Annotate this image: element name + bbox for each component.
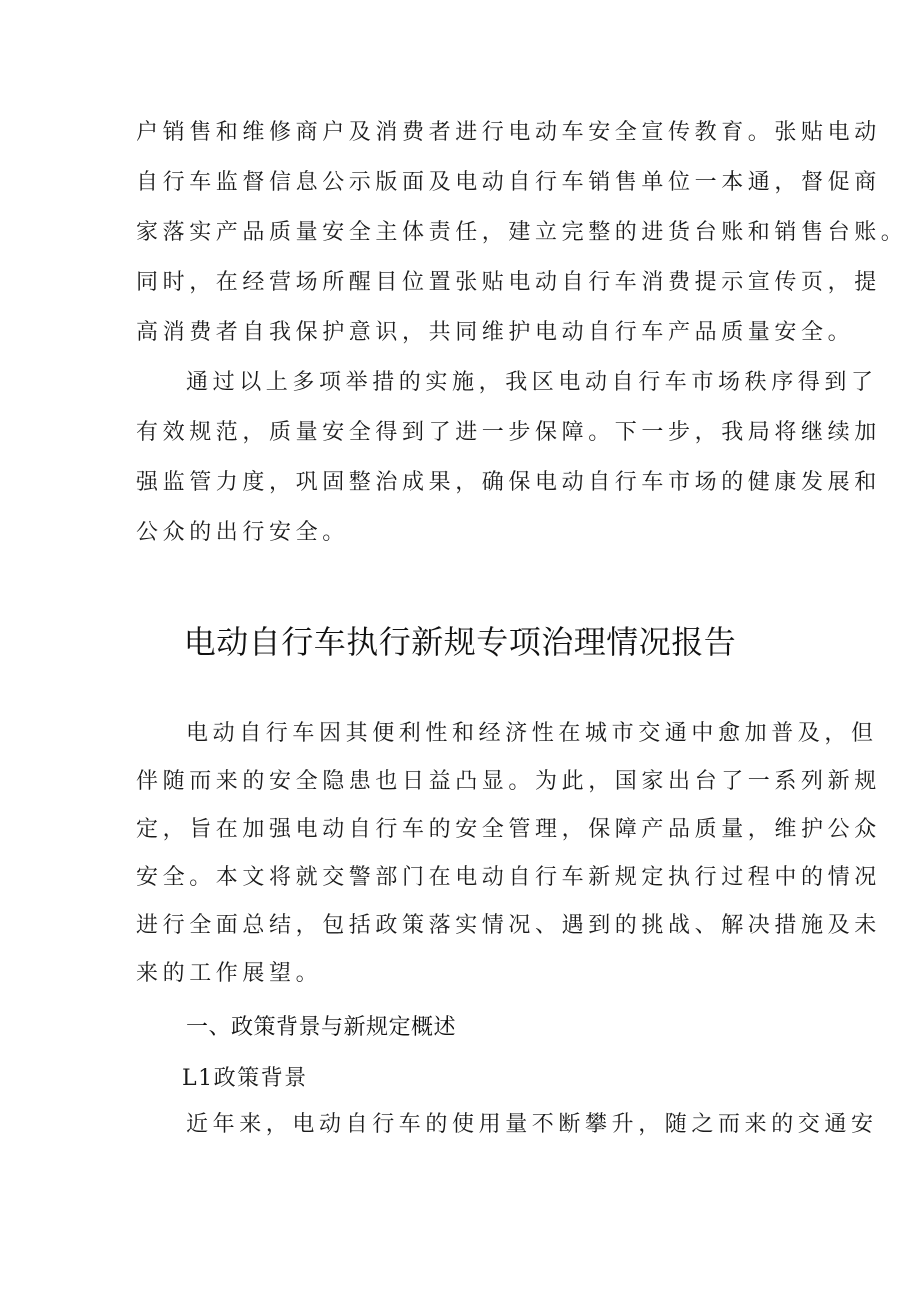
paragraph-line: 强监管力度，巩固整治成果，确保电动自行车市场的健康发展和	[136, 470, 881, 495]
paragraph-line: 高消费者自我保护意识，共同维护电动自行车产品质量安全。	[136, 320, 855, 345]
paragraph-line: 通过以上多项举措的实施，我区电动自行车市场秩序得到了	[186, 370, 878, 395]
paragraph-line: 户销售和维修商户及消费者进行电动车安全宣传教育。张贴电动	[136, 120, 881, 145]
paragraph-line: 伴随而来的安全隐患也日益凸显。为此，国家出台了一系列新规	[136, 769, 881, 794]
paragraph-line: 公众的出行安全。	[136, 520, 349, 545]
paragraph-line: 有效规范，质量安全得到了进一步保障。下一步，我局将继续加	[136, 420, 881, 445]
subsection-heading: L1政策背景	[182, 1066, 308, 1091]
document-title: 电动自行车执行新规专项治理情况报告	[183, 623, 737, 661]
section-heading: 一、政策背景与新规定概述	[186, 1015, 457, 1040]
paragraph-line: 进行全面总结，包括政策落实情况、遇到的挑战、解决措施及未	[136, 913, 881, 938]
paragraph-line: 来的工作展望。	[136, 961, 323, 986]
paragraph-line: 定，旨在加强电动自行车的安全管理，保障产品质量，维护公众	[136, 817, 881, 842]
paragraph-line: 近年来，电动自行车的使用量不断攀升，随之而来的交通安	[186, 1112, 878, 1137]
paragraph-line: 同时，在经营场所醒目位置张贴电动自行车消费提示宣传页，提	[136, 270, 881, 295]
paragraph-line: 安全。本文将就交警部门在电动自行车新规定执行过程中的情况	[136, 865, 881, 890]
paragraph-line: 电动自行车因其便利性和经济性在城市交通中愈加普及，但	[186, 721, 878, 746]
paragraph-line: 自行车监督信息公示版面及电动自行车销售单位一本通，督促商	[136, 170, 881, 195]
paragraph-line: 家落实产品质量安全主体责任，建立完整的进货台账和销售台账。	[136, 220, 908, 245]
